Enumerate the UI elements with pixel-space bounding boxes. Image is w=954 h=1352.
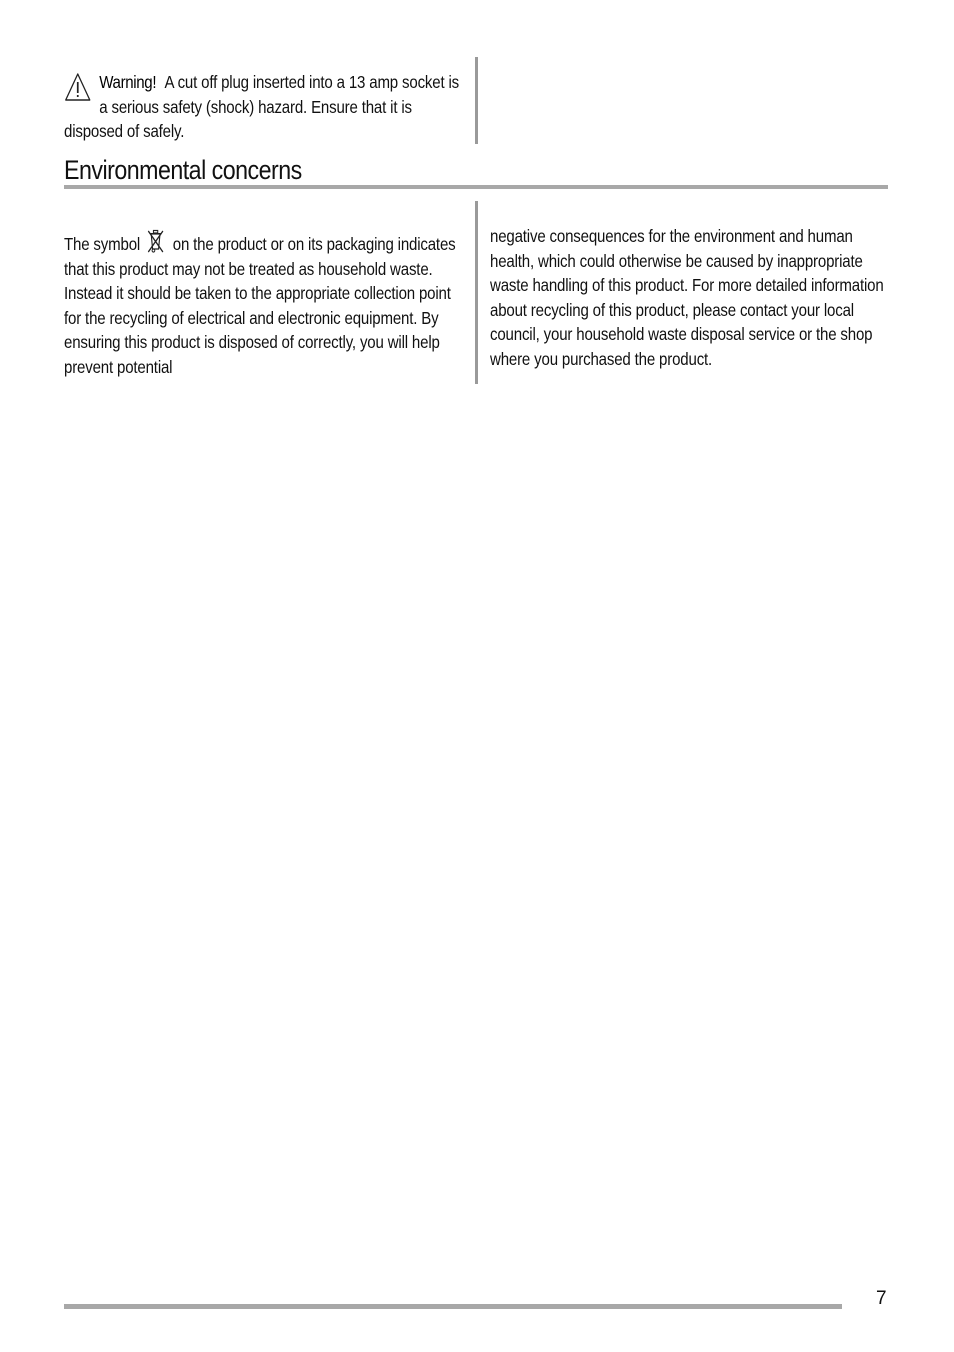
warning-triangle-icon <box>64 72 92 102</box>
section-underline <box>64 185 888 189</box>
column-divider-top <box>475 57 478 144</box>
page-number: 7 <box>876 1288 887 1309</box>
environment-text-left <box>64 228 464 379</box>
warning-label: Warning! <box>99 72 157 92</box>
crossed-out-wheelie-bin-icon <box>147 228 166 254</box>
text-after-symbol: on the product or on its packaging indicates that this product may not be treated as household waste. Instead it should be taken to the appropriate collection point for the recycling of electrical and electronic equipment. By ensuring this product is disposed of correctly, you will help prevent potential <box>64 234 456 377</box>
environment-text-right: negative consequences for the environment and human health, which could otherwise be caused by inappropriate waste handling of this product. For more detailed information about recycling of this product, please contact your local council, your household waste disposal service or the shop where you purchased the product. <box>490 226 884 369</box>
column-divider-bottom <box>475 201 478 384</box>
section-title: Environmental concerns <box>64 155 302 185</box>
text-before-symbol: The symbol <box>64 234 141 254</box>
warning-block <box>64 70 464 144</box>
footer-rule <box>64 1304 842 1309</box>
warning-text: A cut off plug inserted into a 13 amp socket is a serious safety (shock) hazard. Ensure that it is disposed of safely. <box>64 72 460 141</box>
